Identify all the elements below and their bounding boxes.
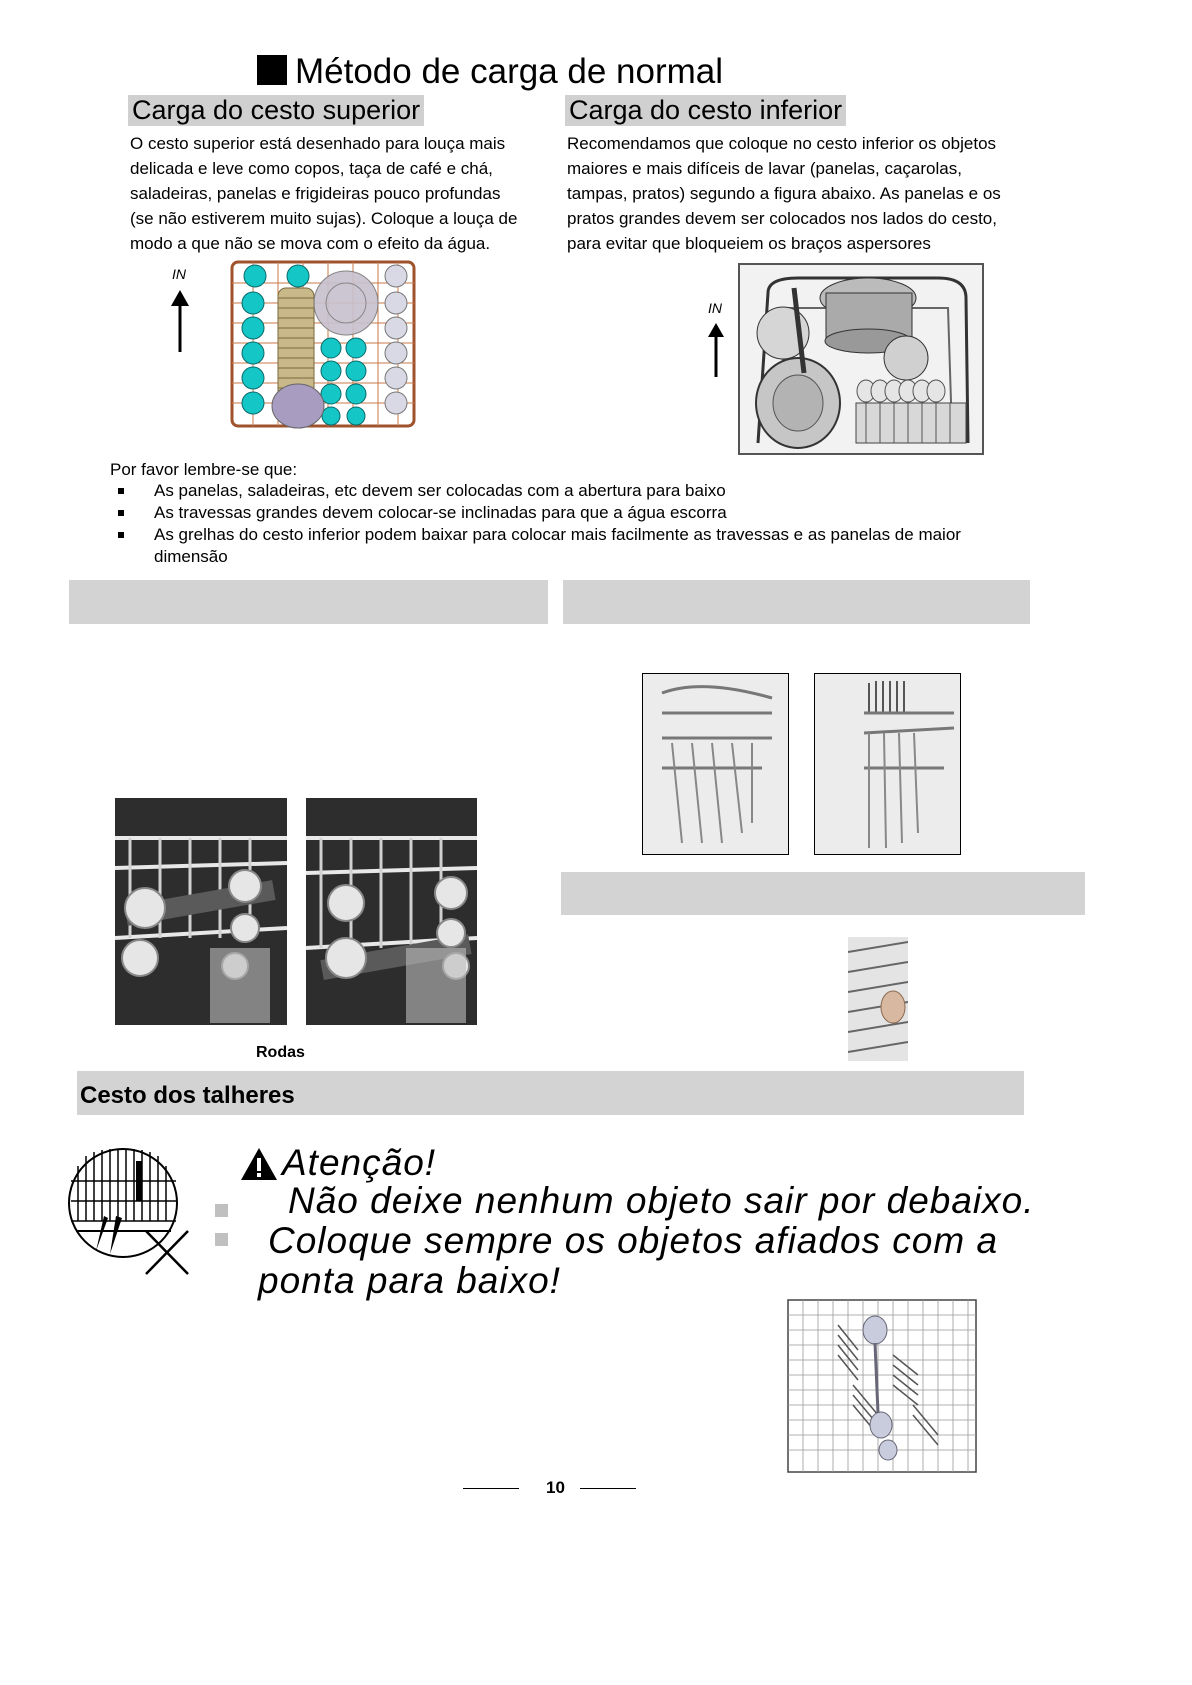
section-bar-right <box>563 580 1030 624</box>
upper-in-label: IN <box>172 266 186 282</box>
rack-photo-up <box>642 673 789 855</box>
page-title: Método de carga de normal <box>257 52 723 92</box>
cutlery-wrong-placement-icon <box>66 1146 191 1276</box>
wheels-photo-2 <box>306 798 477 1025</box>
cutlery-basket-diagram <box>778 1295 986 1477</box>
lower-basket-text: Recomendamos que coloque no cesto inferior os objetos maiores e mais difíceis de lavar (panelas, caçarolas, tampas, pratos) segundo a figura abaixo. As panelas e os pratos grandes devem ser colocados nos lados do cesto, para evitar que bloqueiem os braços aspersores <box>567 134 1001 253</box>
upper-in-arrow-icon <box>168 290 192 354</box>
rack-adjust-photo <box>848 937 908 1061</box>
page-number-rule-right <box>580 1488 636 1489</box>
upper-basket-diagram <box>228 258 418 430</box>
reminder-intro: Por favor lembre-se que: <box>110 460 298 479</box>
lower-in-arrow-icon <box>705 323 727 379</box>
list-item: As grelhas do cesto inferior podem baixar para colocar mais facilmente as travessas e as panelas de maior dimensão <box>110 524 1030 568</box>
section-bar-left <box>69 580 548 624</box>
square-bullet-icon <box>257 55 287 85</box>
list-item: As travessas grandes devem colocar-se inclinadas para que a água escorra <box>110 502 1030 524</box>
reminder-list <box>110 480 1030 568</box>
list-item: As panelas, saladeiras, etc devem ser colocadas com a abertura para baixo <box>110 480 1030 502</box>
grey-square-bullet-icon <box>215 1204 228 1217</box>
grey-square-bullet-icon <box>215 1233 228 1246</box>
upper-basket-heading: Carga do cesto superior <box>128 95 424 126</box>
wheels-caption: Rodas <box>256 1044 305 1061</box>
wheels-photo-1 <box>115 798 287 1025</box>
attention-heading: Atenção! <box>282 1142 437 1183</box>
rack-photo-down <box>814 673 961 855</box>
warning-line-1: Não deixe nenhum objeto sair por debaixo. <box>288 1180 1035 1221</box>
warning-triangle-icon <box>240 1147 278 1181</box>
lower-in-label: IN <box>708 300 722 316</box>
cutlery-heading: Cesto dos talheres <box>80 1082 295 1109</box>
upper-basket-text: O cesto superior está desenhado para louça mais delicada e leve como copos, taça de café e chá, saladeiras, panelas e frigideiras pouco profundas (se não estiverem muito sujas). Coloque a louça de modo a que não se mova com o efeito da água. <box>130 134 518 253</box>
page-number: 10 <box>546 1478 565 1497</box>
warning-line-3: ponta para baixo! <box>258 1260 561 1301</box>
page-number-rule-left <box>463 1488 519 1489</box>
section-bar-rack <box>561 872 1085 915</box>
lower-basket-heading: Carga do cesto inferior <box>565 95 846 126</box>
lower-basket-diagram <box>738 263 984 455</box>
warning-line-2: Coloque sempre os objetos afiados com a <box>268 1220 999 1261</box>
